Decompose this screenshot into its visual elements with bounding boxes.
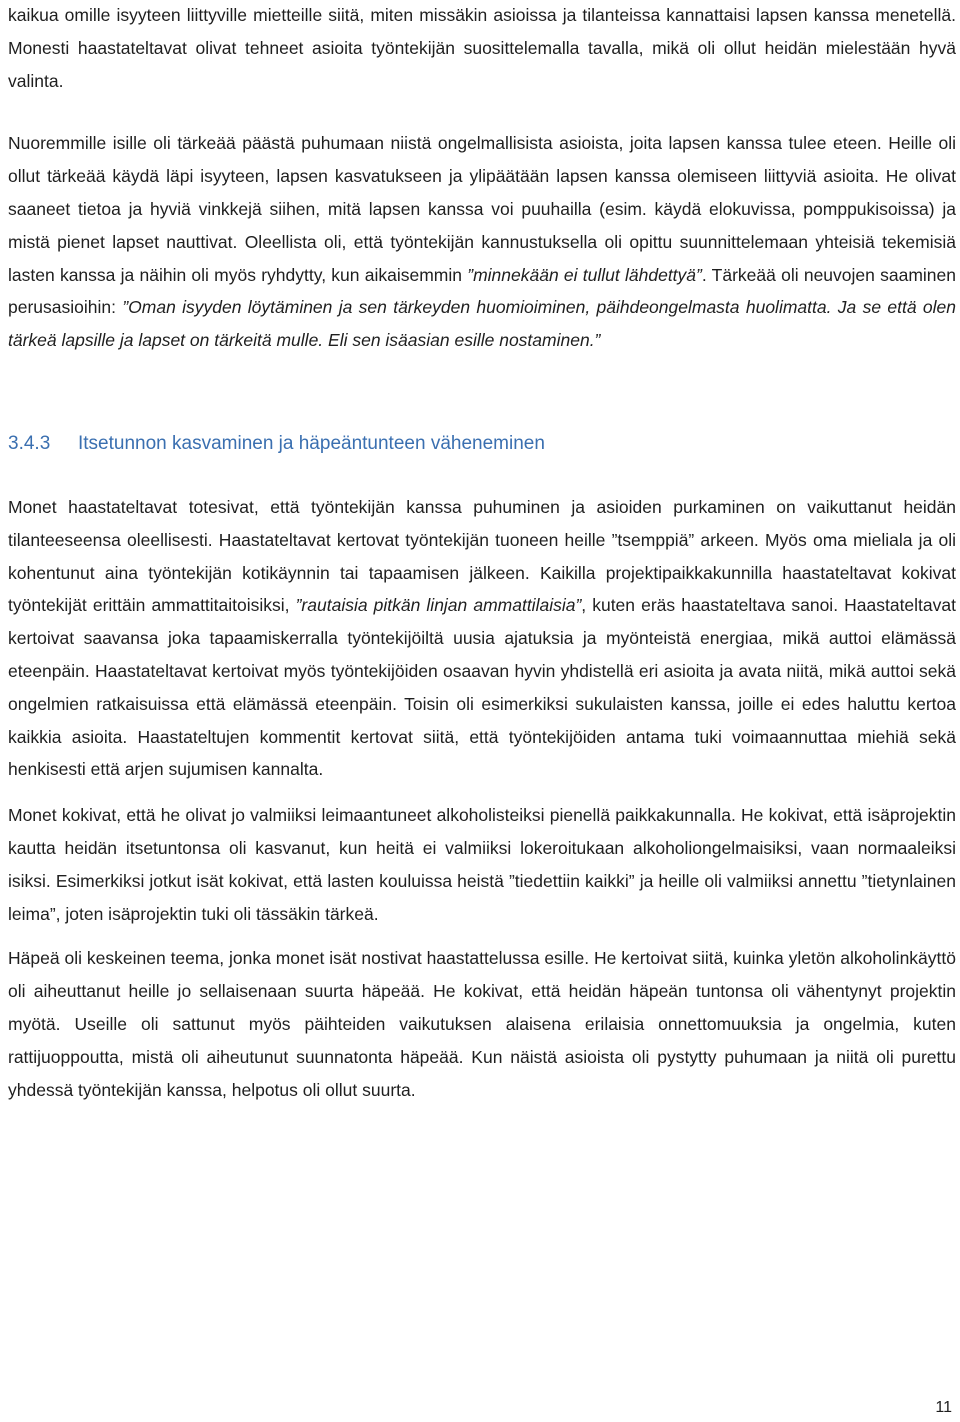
paragraph-3-seg-3: , kuten eräs haastateltava sanoi. Haastateltavat kertoivat saavansa joka tapaamiskerralla työntekijöiltä uusia ajatuksia ja myönteistä energiaa, mikä auttoi elämässä eteenpäin. Haastateltavat kertoivat myös työntekijöiden osaavan hyvin yhdistellä eri asioita ja avata niitä, mikä auttoi sekä ongelmien ratkaisuissa että elämässä eteenpäin. Toisin oli esimerkiksi sukulaisten kanssa, joille ei edes haluttu kertoa kaikkia asioita. Haastateltujen kommentit kertovat siitä, että työntekijöiden antama tuki voimaannuttaa miehiä sekä henkisesti että arjen sujumisen kannalta.	[8, 595, 956, 780]
paragraph-2-quote-2: ”Oman isyyden löytäminen ja sen tärkeyden huomioiminen, päihdeongelmasta huolimatta. Ja se että olen tärkeä lapsille ja lapset on tärkeitä mulle. Eli sen isäasian esille nostaminen.”	[8, 297, 956, 351]
paragraph-2	[8, 127, 956, 357]
section-title: Itsetunnon kasvaminen ja häpeäntunteen väheneminen	[78, 432, 545, 454]
paragraph-1	[8, 0, 956, 97]
paragraph-2-seg-3: . Tärkeää oli neuvojen saaminen perusasioihin:	[8, 264, 956, 318]
page-number: 11	[935, 1399, 952, 1416]
document-page	[8, 0, 956, 1106]
paragraph-5-text: Häpeä oli keskeinen teema, jonka monet isät nostivat haastattelussa esille. He kertoivat siitä, kuinka yletön alkoholinkäyttö oli aiheuttanut heille jo sellaisenaan suurta häpeää. He kokivat, että heidän häpeän tuntonsa oli vähentynyt projektin myötä. Useille oli sattunut myös päihteiden vaikutuksen alaisena erilaisia onnettomuuksia ja ongelmia, kuten rattijuoppoutta, mistä oli aiheutunut suunnatonta häpeää. Kun näistä asioista oli pystytty puhumaan ja niitä oli purettu yhdessä työntekijän kanssa, helpotus oli ollut suurta.	[8, 948, 956, 1100]
section-number: 3.4.3	[8, 432, 51, 454]
paragraph-3-quote: ”rautaisia pitkän linjan ammattilaisia”	[295, 595, 582, 616]
paragraph-4-text: Monet kokivat, että he olivat jo valmiiksi leimaantuneet alkoholisteiksi pienellä paikkakunnalla. He kokivat, että isäprojektin kautta heidän itsetuntonsa oli kasvanut, kun heitä ei valmiiksi lokeroitukaan alkoholiongelmaisiksi, vaan normaaleiksi isiksi. Esimerkiksi jotkut isät kokivat, että lasten kouluissa heistä ”tiedettiin kaikki” ja heille oli valmiiksi annettu ”tietynlainen leima”, joten isäprojektin tuki oli tässäkin tärkeä.	[8, 805, 956, 924]
paragraph-3	[8, 491, 956, 786]
paragraph-4	[8, 799, 956, 930]
paragraph-2-quote-1: ”minnekään ei tullut lähdettyä”	[467, 264, 702, 285]
paragraph-1-text: kaikua omille isyyteen liittyville mietteille siitä, miten missäkin asioissa ja tilanteissa kannattaisi lapsen kanssa menetellä. Monesti haastateltavat olivat tehneet asioita työntekijän suosittelemalla tavalla, mikä oli ollut heidän mielestään hyvä valinta.	[8, 5, 956, 91]
section-heading	[8, 427, 956, 461]
paragraph-2-seg-1: Nuoremmille isille oli tärkeää päästä puhumaan niistä ongelmallisista asioista, joita lapsen kanssa tulee eteen. Heille oli ollut tärkeää käydä läpi isyyteen, lapsen kasvatukseen ja ylipäätään lapsen kanssa olemiseen liittyviä asioita. He olivat saaneet tietoa ja hyviä vinkkejä siihen, mitä lapsen kanssa voi puuhailla (esim. käydä elokuvissa, pomppukisoissa) ja mistä pienet lapset nauttivat. Oleellista oli, että työntekijän kannustuksella oli opittu suunnittelemaan yhteisiä tekemisiä lasten kanssa ja näihin oli myös ryhdytty, kun aikaisemmin	[8, 133, 956, 285]
paragraph-3-seg-1: Monet haastateltavat totesivat, että työntekijän kanssa puhuminen ja asioiden purkaminen on vaikuttanut heidän tilanteeseensa oleellisesti. Haastateltavat kertovat työntekijän tuoneen heille ”tsemppiä” arkeen. Myös oma mieliala ja oli kohentunut aina työntekijän kotikäynnin tai tapaamisen jälkeen. Kaikilla projektipaikkakunnilla haastateltavat kokivat työntekijät erittäin ammattitaitoisiksi,	[8, 496, 956, 616]
paragraph-5	[8, 942, 956, 1106]
